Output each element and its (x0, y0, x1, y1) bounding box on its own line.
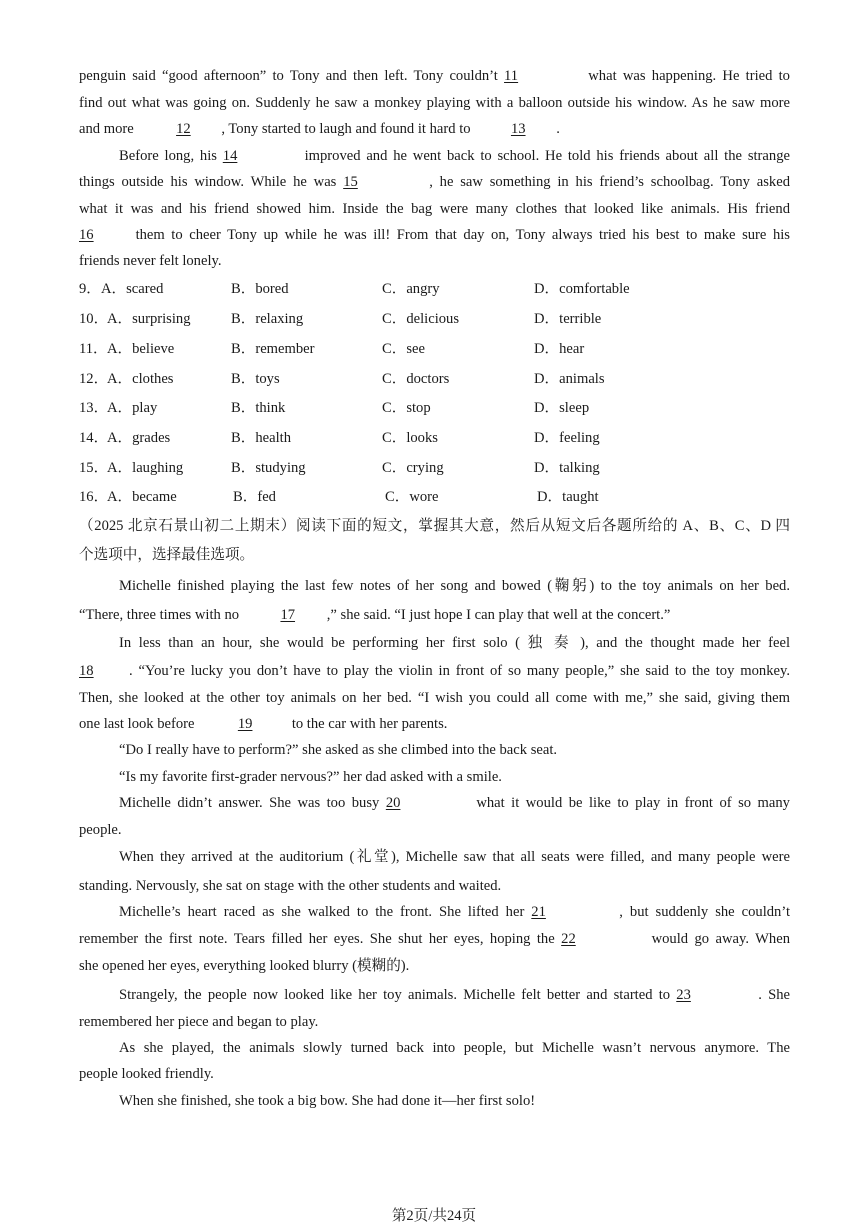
passage2-p5-line-1: Michelle didn’t answer. She was too busy 20 what it would be like to play in front of so many (119, 795, 790, 811)
passage1-line-4: Before long, his 14 improved and he went back to school. He told his friends about all the strange (119, 148, 790, 164)
option-b[interactable]: B．studying (231, 460, 306, 476)
option-b[interactable]: B．fed (233, 489, 276, 505)
page-number: 第2页/共24页 (391, 1208, 477, 1224)
passage1-line-2: find out what was going on. Suddenly he saw a monkey playing with a balloon outside his window. As he saw more (79, 95, 790, 111)
question-11: 11． A．believe B．remember C．see D．hear (79, 341, 585, 357)
question-16: 16． A．became B．fed C．wore D．taught (79, 489, 599, 505)
passage2-p2-line-1: In less than an hour, she would be performing her first solo ( 独 奏 ), and the thought made her feel (119, 635, 790, 651)
option-a[interactable]: A．believe (107, 341, 175, 357)
option-c[interactable]: C．angry (382, 281, 440, 297)
passage2-p2-line-2: 18 . “You’re lucky you don’t have to play the violin in front of so many people,” she said to the toy monkey. (79, 663, 790, 679)
option-b[interactable]: B．think (231, 400, 286, 416)
option-d[interactable]: D．feeling (534, 430, 600, 446)
passage2-p3: “Do I really have to perform?” she asked as she climbed into the back seat. (119, 742, 558, 758)
blank-15[interactable]: 15 (343, 174, 358, 190)
option-b[interactable]: B．relaxing (231, 311, 304, 327)
blank-22[interactable]: 22 (561, 931, 576, 947)
option-a[interactable]: A．play (107, 400, 158, 416)
option-d[interactable]: D．sleep (534, 400, 590, 416)
option-a[interactable]: A．clothes (107, 371, 174, 387)
option-d[interactable]: D．talking (534, 460, 600, 476)
option-a[interactable]: A．grades (107, 430, 171, 446)
passage2-p5-line-2: people. (79, 822, 122, 838)
question-12: 12． A．clothes B．toys C．doctors D．animals (79, 371, 605, 387)
option-d[interactable]: D．hear (534, 341, 585, 357)
blank-13[interactable]: 13 (510, 121, 526, 137)
blank-16[interactable]: 16 (79, 227, 94, 243)
blank-18[interactable]: 18 (79, 663, 94, 679)
option-c[interactable]: C．crying (382, 460, 444, 476)
passage2-p6-line-2: standing. Nervously, she sat on stage with the other students and waited. (79, 878, 502, 894)
question-14: 14． A．grades B．health C．looks D．feeling (79, 430, 600, 446)
option-b[interactable]: B．health (231, 430, 291, 446)
passage2-p2-line-3: Then, she looked at the other toy animals on her bed. “I wish you could all come with me,” she said, giving them (79, 690, 790, 706)
blank-11[interactable]: 11 (504, 68, 519, 84)
passage1-line-5: things outside his window. While he was 15 , he saw something in his friend’s schoolbag. Tony asked (79, 174, 790, 190)
passage2-p9-line-2: people looked friendly. (79, 1066, 214, 1082)
option-c[interactable]: C．looks (382, 430, 438, 446)
option-d[interactable]: D．taught (537, 489, 599, 505)
option-a[interactable]: A．laughing (107, 460, 184, 476)
option-a[interactable]: A．surprising (107, 311, 191, 327)
passage2-p7-line-1: Michelle’s heart raced as she walked to the front. She lifted her 21 , but suddenly she couldn’t (119, 904, 790, 920)
blank-14[interactable]: 14 (222, 148, 238, 164)
passage1-line-3: and more 12 , Tony started to laugh and found it hard to 13 . (79, 121, 560, 137)
blank-19[interactable]: 19 (237, 716, 253, 732)
instruction-line-2: 个选项中，选择最佳选项。 (79, 547, 255, 563)
passage2-p7-line-3: she opened her eyes, everything looked blurry (模糊的). (79, 958, 410, 974)
blank-23[interactable]: 23 (676, 987, 691, 1003)
passage2-p2-line-4: one last look before 19 to the car with her parents. (79, 716, 448, 732)
option-c[interactable]: C．delicious (382, 311, 460, 327)
blank-12[interactable]: 12 (176, 121, 191, 137)
option-a[interactable]: A．scared (101, 281, 164, 297)
option-d[interactable]: D．animals (534, 371, 605, 387)
question-15: 15． A．laughing B．studying C．crying D．talking (79, 460, 600, 476)
option-b[interactable]: B．toys (231, 371, 280, 387)
blank-21[interactable]: 21 (531, 904, 546, 920)
option-a[interactable]: A．became (107, 489, 177, 505)
option-c[interactable]: C．stop (382, 400, 431, 416)
option-c[interactable]: C．doctors (382, 371, 450, 387)
passage2-p1-line-1: Michelle finished playing the last few notes of her song and bowed (鞠躬) to the toy animals on her bed. (119, 578, 790, 594)
passage2-p8-line-2: remembered her piece and began to play. (79, 1014, 319, 1030)
blank-17[interactable]: 17 (280, 607, 296, 623)
option-b[interactable]: B．remember (231, 341, 315, 357)
option-b[interactable]: B．bored (231, 281, 289, 297)
question-13: 13． A．play B．think C．stop D．sleep (79, 400, 590, 416)
passage2-p7-line-2: remember the first note. Tears filled her eyes. She shut her eyes, hoping the 22 would go away. When (79, 931, 790, 947)
passage2-p8-line-1: Strangely, the people now looked like her toy animals. Michelle felt better and started to 23 . She (119, 987, 791, 1003)
passage2-p10: When she finished, she took a big bow. She had done it—her first solo! (119, 1093, 536, 1109)
passage1-line-6: what it was and his friend showed him. Inside the bag were many clothes that looked like animals. His friend (79, 201, 790, 217)
passage1-line-1: penguin said “good afternoon” to Tony and then left. Tony couldn’t 11 what was happening. He tried to (79, 68, 790, 84)
question-10: 10． A．surprising B．relaxing C．delicious D．terrible (79, 311, 602, 327)
option-c[interactable]: C．wore (385, 489, 439, 505)
option-d[interactable]: D．comfortable (534, 281, 630, 297)
blank-20[interactable]: 20 (385, 795, 401, 811)
option-d[interactable]: D．terrible (534, 311, 602, 327)
passage1-line-8: friends never felt lonely. (79, 253, 222, 269)
passage1-line-7: 16 them to cheer Tony up while he was ill! From that day on, Tony always tried his best to make sure his (79, 227, 790, 243)
passage2-p9-line-1: As she played, the animals slowly turned back into people, but Michelle wasn’t nervous anymore. The (119, 1040, 790, 1056)
passage2-p6-line-1: When they arrived at the auditorium (礼堂), Michelle saw that all seats were filled, and many people were (119, 849, 790, 865)
passage2-p1-line-2: “There, three times with no 17 ,” she said. “I just hope I can play that well at the concert.” (79, 607, 671, 623)
instruction-line-1: （2025 北京石景山初二上期末）阅读下面的短文，掌握其大意，然后从短文后各题所给的 A、B、C、D 四 (79, 518, 790, 534)
passage2-p4: “Is my favorite first-grader nervous?” her dad asked with a smile. (119, 769, 502, 785)
question-9: 9． A．scared B．bored C．angry D．comfortable (79, 281, 630, 297)
option-c[interactable]: C．see (382, 341, 425, 357)
